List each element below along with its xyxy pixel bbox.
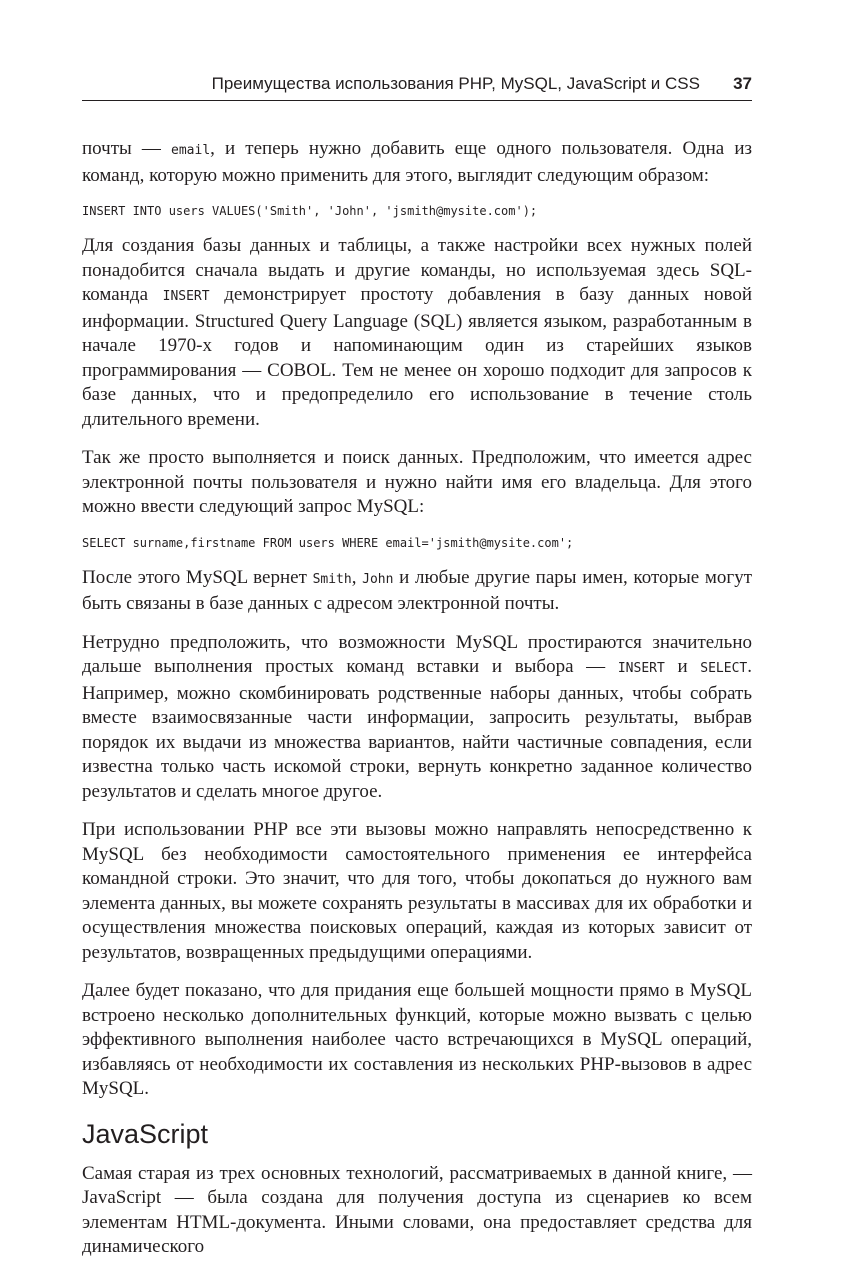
page-number: 37 [733, 74, 752, 93]
text-run: Для создания базы данных и таблицы, а также настройки всех нужных полей понадобится сначала выдать и другие команды, но используемая здесь SQL-команда [82, 235, 752, 305]
inline-code: Smith [312, 571, 352, 587]
text-run: , [351, 566, 363, 588]
page-content [82, 137, 752, 1274]
inline-code: INSERT [617, 661, 665, 676]
code-block-select: SELECT surname,firstname FROM users WHERE email='jsmith@mysite.com'; [82, 535, 574, 550]
paragraph-7: Далее будет показано, что для придания еще большей мощности прямо в MySQL встроено несколько дополнительных функций, которые можно вызвать с целью эффективного выполнения наиболее часто встречающихся в MySQL операций, избавляясь от необходимости их составления из нескольких PHP-вызовов в адрес MySQL. [82, 980, 752, 1099]
paragraph-6: При использовании PHP все эти вызовы можно направлять непосредственно к MySQL без необходимости самостоятельного применения ее интерфейса командной строки. Это значит, что для того, чтобы докопаться до нужного вам элемента данных, вы можете сохранять результаты в массивах для их обработки и осуществления множества поисковых операций, каждая из которых зависит от результатов, возвращенных предыдущими операциями. [82, 819, 752, 963]
paragraph-4 [82, 566, 752, 617]
inline-code: email [171, 143, 211, 158]
text-run: и [664, 656, 701, 677]
running-header-title: Преимущества использования PHP, MySQL, JavaScript и CSS [211, 74, 700, 93]
code-block-insert: INSERT INTO users VALUES('Smith', 'John', 'jsmith@mysite.com'); [82, 204, 538, 218]
paragraph-2 [82, 234, 752, 432]
text-run: и любые другие пары имен, которые могут быть связаны в базе данных с адресом электронной почты. [82, 566, 752, 614]
inline-code: SELECT [700, 661, 748, 676]
text-run: почты — [82, 138, 172, 159]
text-run: После этого MySQL вернет [82, 566, 313, 588]
paragraph-3: Так же просто выполняется и поиск данных. Предположим, что имеется адрес электронной почты пользователя и нужно найти имя его владельца. Для этого можно ввести следующий запрос MySQL: [82, 447, 752, 517]
text-run: Нетрудно предположить, что возможности MySQL простираются значительно дальше выполнения простых команд вставки и выбора — [82, 631, 752, 677]
running-header [82, 70, 752, 101]
text-run: , и теперь нужно добавить еще одного пользователя. Одна из команд, которую можно применить для этого, выглядит следующим образом: [82, 138, 752, 186]
text-run: демонстрирует простоту добавления в базу данных новой информации. Structured Query Language (SQL) является языком, разработанным в начале 1970-х годов и напоминающим один из старейших языков программирования — COBOL. Тем не менее он хорошо подходит для запросов к базе данных, что и предопределило его использование в течение столь длительного времени. [82, 284, 752, 430]
section-heading: JavaScript [82, 1118, 209, 1149]
paragraph-5 [82, 631, 752, 805]
paragraph-1 [82, 137, 752, 188]
inline-code: John [362, 571, 394, 587]
text-run: . Например, можно скомбинировать родственные наборы данных, чтобы собрать вместе взаимосвязанные части информации, запросить результаты, выбрав порядок их выдачи из множества вариантов, найти частичные совпадения, если известна только часть искомой строки, вернуть конкретно заданное количество результатов и сделать многое другое. [82, 656, 752, 802]
inline-code: INSERT [162, 289, 210, 304]
section-paragraph-1: Самая старая из трех основных технологий, рассматриваемых в данной книге, — JavaScript — была создана для получения доступа из сценариев ко всем элементам HTML-документа. Иными словами, она предоставляет средства для динамического [82, 1162, 752, 1257]
